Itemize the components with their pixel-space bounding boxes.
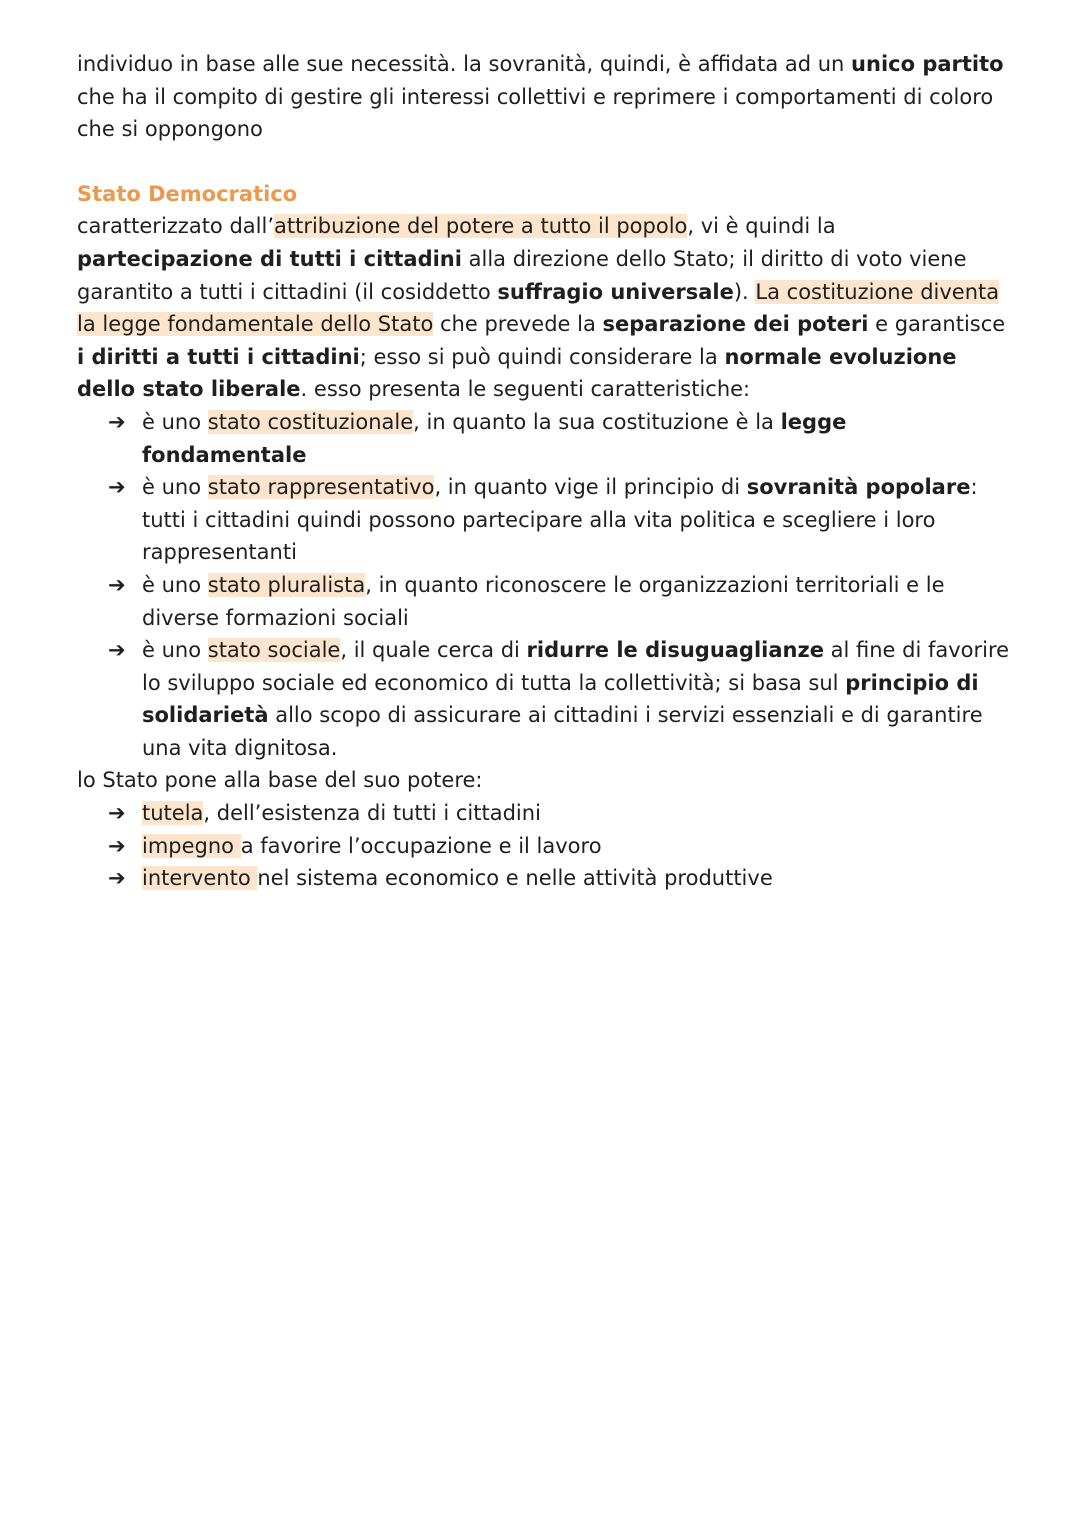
section-paragraph: caratterizzato dall’attribuzione del potere a tutto il popolo, vi è quindi la partecipazione di tutti i cittadini alla direzione dello Stato; il diritto di voto viene garantito a tutti i cittadini (il cosiddetto suffragio universale). La costituzione diventa la legge fondamentale dello Stato che prevede la separazione dei poteri e garantisce i diritti a tutti i cittadini; esso si può quindi considerare la normale evoluzione dello stato liberale. esso presenta le seguenti caratteristiche:	[77, 214, 1006, 402]
bold-term: normale evoluzione dello stato liberale	[77, 344, 957, 402]
bold-term: sovranità popolare	[746, 475, 971, 500]
arrow-icon: ➔	[108, 638, 126, 663]
highlight: stato costituzionale	[207, 409, 414, 434]
document-page	[77, 48, 1017, 895]
paragraph-gap	[77, 146, 1017, 178]
highlight: stato pluralista	[207, 572, 366, 597]
section-title: Stato Democratico	[77, 181, 298, 206]
bold-term: principio di solidarietà	[142, 670, 979, 728]
arrow-icon: ➔	[108, 475, 126, 500]
bold-term: legge fondamentale	[142, 409, 847, 467]
arrow-icon: ➔	[108, 801, 126, 826]
list-item: ➔ è uno stato costituzionale, in quanto la sua costituzione è la legge fondamentale	[142, 406, 1017, 471]
highlight: tutela	[142, 801, 204, 826]
basis-list	[77, 797, 1017, 895]
list-item: ➔ tutela, dell’esistenza di tutti i cittadini	[142, 797, 1017, 830]
intro-paragraph: individuo in base alle sue necessità. la sovranità, quindi, è affidata ad un unico partito che ha il compito di gestire gli interessi collettivi e reprimere i comportamenti di coloro che si oppongono	[77, 52, 1004, 142]
bold-term: partecipazione di tutti i cittadini	[77, 246, 462, 271]
highlight: La costituzione diventa la legge fondamentale dello Stato	[77, 279, 1000, 337]
arrow-icon: ➔	[108, 409, 126, 434]
highlight: stato sociale	[207, 638, 341, 663]
bold-term: suffragio universale	[497, 279, 734, 304]
arrow-icon: ➔	[108, 572, 126, 597]
bold-term: ridurre le disuguaglianze	[526, 638, 824, 663]
basis-intro: lo Stato pone alla base del suo potere:	[77, 768, 483, 793]
highlight: attribuzione del potere a tutto il popolo	[274, 214, 688, 239]
list-item: ➔ è uno stato pluralista, in quanto riconoscere le organizzazioni territoriali e le diverse formazioni sociali	[142, 569, 1017, 634]
highlight: impegno	[142, 833, 241, 858]
bold-term: separazione dei poteri	[602, 312, 869, 337]
list-item: ➔ è uno stato rappresentativo, in quanto vige il principio di sovranità popolare: tutti i cittadini quindi possono partecipare alla vita politica e scegliere i loro rappresentanti	[142, 471, 1017, 569]
list-item: ➔ impegno a favorire l’occupazione e il lavoro	[142, 830, 1017, 863]
features-list	[77, 406, 1017, 765]
list-item: ➔ intervento nel sistema economico e nelle attività produttive	[142, 862, 1017, 895]
arrow-icon: ➔	[108, 833, 126, 858]
bold-term: unico partito	[851, 52, 1004, 76]
bold-term: i diritti a tutti i cittadini	[77, 344, 360, 369]
arrow-icon: ➔	[108, 866, 126, 891]
highlight: intervento	[142, 866, 258, 891]
highlight: stato rappresentativo	[207, 475, 435, 500]
list-item: ➔ è uno stato sociale, il quale cerca di ridurre le disuguaglianze al fine di favorire lo sviluppo sociale ed economico di tutta la collettività; si basa sul principio di solidarietà allo scopo di assicurare ai cittadini i servizi essenziali e di garantire una vita dignitosa.	[142, 634, 1017, 764]
